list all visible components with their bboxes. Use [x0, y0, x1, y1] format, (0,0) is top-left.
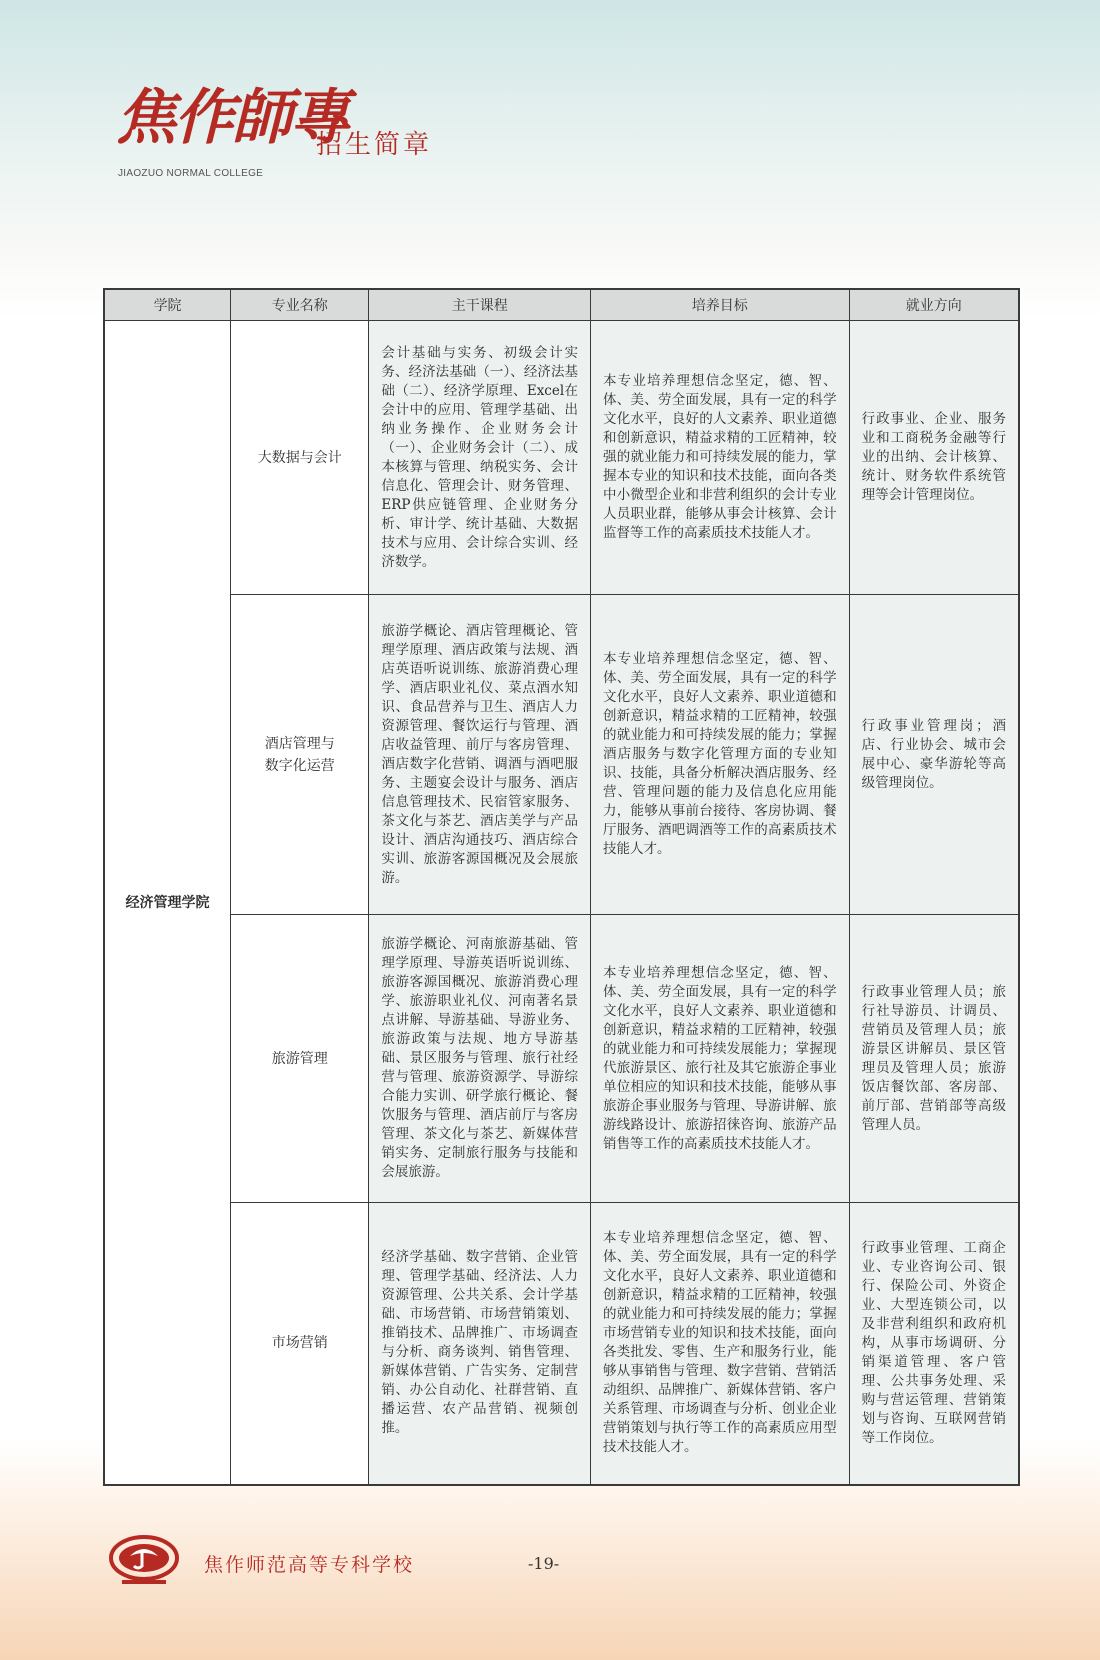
- courses-cell: 旅游学概论、酒店管理概论、管理学原理、酒店政策与法规、酒店英语听说训练、旅游消费心理学、酒店职业礼仪、菜点酒水知识、食品营养与卫生、酒店人力资源管理、餐饮运行与管理、酒店收益管理、前厅与客房管理、酒店数字化营销、调酒与酒吧服务、主题宴会设计与服务、酒店信息管理技术、民宿管家服务、茶文化与茶艺、酒店美学与产品设计、酒店沟通技巧、酒店综合实训、旅游客源国概况及会展旅游。: [369, 595, 591, 915]
- table-header-row: [104, 289, 1019, 321]
- majors-table: [103, 288, 1020, 1486]
- courses-cell: 经济学基础、数字营销、企业管理、管理学基础、经济法、人力资源管理、公共关系、会计学基础、市场营销、市场营销策划、推销技术、品牌推广、市场调查与分析、商务谈判、销售管理、新媒体营销、广告实务、定制营销、办公自动化、社群营销、直播运营、农产品营销、视频创推。: [369, 1203, 591, 1485]
- career-cell: 行政事业、企业、服务业和工商税务金融等行业的出纳、会计核算、统计、财务软件系统管理等会计管理岗位。: [849, 321, 1019, 595]
- courses-cell: 旅游学概论、河南旅游基础、管理学原理、导游英语听说训练、旅游客源国概况、旅游消费心理学、旅游职业礼仪、河南著名景点讲解、导游基础、导游业务、旅游政策与法规、地方导游基础、景区服务与管理、旅行社经营与管理、旅游资源学、导游综合能力实训、研学旅行概论、餐饮服务与管理、酒店前厅与客房管理、茶文化与茶艺、新媒体营销实务、定制旅行服务与技能和会展旅游。: [369, 915, 591, 1203]
- column-header-goals: 培养目标: [591, 289, 850, 321]
- column-header-college: 学院: [104, 289, 231, 321]
- page-footer: [108, 1534, 1008, 1594]
- brochure-header: [116, 83, 536, 188]
- column-header-major: 专业名称: [231, 289, 369, 321]
- column-header-courses: 主干课程: [369, 289, 591, 321]
- career-cell: 行政事业管理岗；酒店、行业协会、城市会展中心、豪华游轮等高级管理岗位。: [849, 595, 1019, 915]
- college-cell: 经济管理学院: [104, 321, 231, 1485]
- college-logo-calligraphy: 焦作師專: [116, 83, 348, 153]
- career-cell: 行政事业管理、工商企业、专业咨询公司、银行、保险公司、外资企业、大型连锁公司，以及非营利组织和政府机构，从事市场调研、分销渠道管理、客户管理、公共事务处理、采购与营运管理、营销策划与咨询、互联网营销等工作岗位。: [849, 1203, 1019, 1485]
- school-name: 焦作师范高等专科学校: [204, 1554, 415, 1576]
- major-name-cell: 旅游管理: [231, 915, 369, 1203]
- school-emblem-icon: [108, 1534, 180, 1586]
- courses-cell: 会计基础与实务、初级会计实务、经济法基础（一）、经济法基础（二）、经济学原理、Excel在会计中的应用、管理学基础、出纳业务操作、企业财务会计（一）、企业财务会计（二）、成本核算与管理、纳税实务、会计信息化、管理会计、财务管理、ERP供应链管理、企业财务分析、审计学、统计基础、大数据技术与应用、会计综合实训、经济数学。: [369, 321, 591, 595]
- goals-cell: 本专业培养理想信念坚定，德、智、体、美、劳全面发展，具有一定的科学文化水平，良好人文素养、职业道德和创新意识，精益求精的工匠精神，较强的就业能力和可持续发展的能力；掌握市场营销专业的知识和技术技能，面向各类批发、零售、生产和服务行业，能够从事销售与管理、数字营销、营销活动组织、品牌推广、新媒体营销、客户关系管理、市场调查与分析、创业企业营销策划与执行等工作的高素质应用型技术技能人才。: [591, 1203, 850, 1485]
- table-row: [104, 915, 1019, 1203]
- table-row: [104, 595, 1019, 915]
- column-header-career: 就业方向: [849, 289, 1019, 321]
- major-name-cell: 大数据与会计: [231, 321, 369, 595]
- brochure-subtitle: 招生简章: [316, 130, 433, 160]
- goals-cell: 本专业培养理想信念坚定，德、智、体、美、劳全面发展，具有一定的科学文化水平，良好人文素养、职业道德和创新意识，精益求精的工匠精神，较强的就业能力和可持续发展能力；掌握现代旅游景区、旅行社及其它旅游企事业单位相应的知识和技术技能，能够从事旅游企事业服务与管理、导游讲解、旅游线路设计、旅游招徕咨询、旅游产品销售等工作的高素质技术技能人才。: [591, 915, 850, 1203]
- college-logo-english: JIAOZUO NORMAL COLLEGE: [118, 168, 264, 179]
- page-number: -19-: [528, 1554, 560, 1573]
- major-name-cell: 市场营销: [231, 1203, 369, 1485]
- major-name-cell: 酒店管理与数字化运营: [231, 595, 369, 915]
- table-row: [104, 1203, 1019, 1485]
- goals-cell: 本专业培养理想信念坚定，德、智、体、美、劳全面发展，具有一定的科学文化水平，良好的人文素养、职业道德和创新意识，精益求精的工匠精神，较强的就业能力和可持续发展的能力，掌握本专业的知识和技术技能，面向各类中小微型企业和非营利组织的会计专业人员职业群，能够从事会计核算、会计监督等工作的高素质技术技能人才。: [591, 321, 850, 595]
- career-cell: 行政事业管理人员；旅行社导游员、计调员、营销员及管理人员；旅游景区讲解员、景区管理员及管理人员；旅游饭店餐饮部、客房部、前厅部、营销部等高级管理人员。: [849, 915, 1019, 1203]
- goals-cell: 本专业培养理想信念坚定，德、智、体、美、劳全面发展，具有一定的科学文化水平，良好人文素养、职业道德和创新意识，精益求精的工匠精神，较强的就业能力和可持续发展的能力；掌握酒店服务与数字化管理方面的专业知识、技能，具备分析解决酒店服务、经营、管理问题的能力及信息化应用能力，能够从事前台接待、客房协调、餐厅服务、酒吧调酒等工作的高素质技术技能人才。: [591, 595, 850, 915]
- table-row: [104, 321, 1019, 595]
